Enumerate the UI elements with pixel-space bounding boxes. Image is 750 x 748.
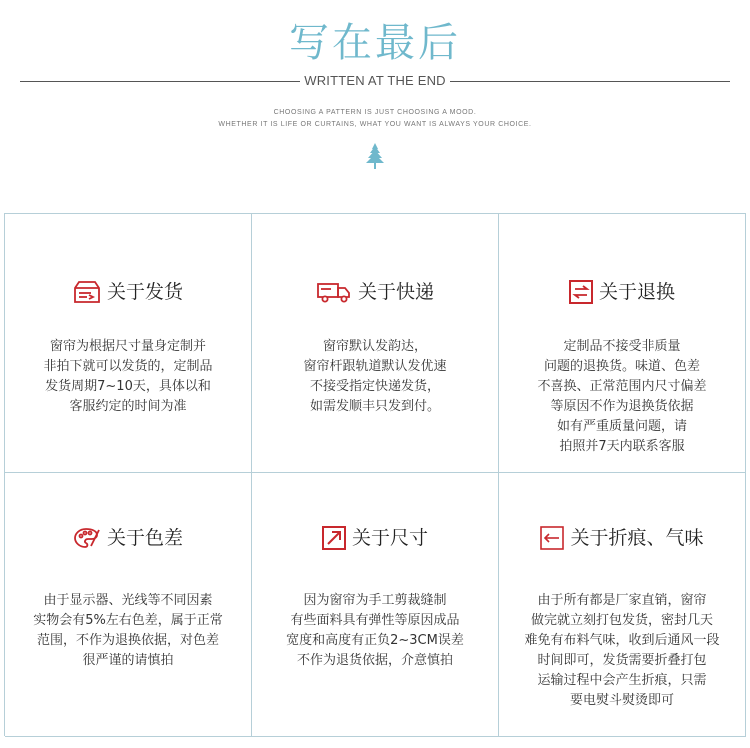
card-text-line: 时间即可，发货需要折叠打包: [537, 653, 707, 668]
info-card-creases: [499, 473, 746, 737]
title-rule-left: [20, 81, 300, 82]
page-title: 写在最后: [289, 20, 461, 66]
card-text-line: 拍照并7天内联系客服: [559, 439, 685, 454]
info-card-express: [252, 214, 499, 473]
truck-icon: [316, 280, 352, 304]
card-text-line: 要电熨斗熨烫即可: [569, 693, 674, 708]
card-text-line: 做完就立刻打包发货，密封几天: [530, 613, 713, 628]
card-text-line: 由于显示器、光线等不同因素: [43, 593, 213, 608]
tagline-2: WHETHER IT IS LIFE OR CURTAINS, WHAT YOU WANT IS ALWAYS YOUR CHOICE.: [218, 121, 532, 128]
card-title: 关于尺寸: [351, 527, 428, 549]
info-card-color: [5, 473, 252, 737]
card-text-line: 如需发顺丰只发到付。: [309, 399, 440, 414]
card-text: [499, 337, 745, 457]
info-card-shipping: [5, 214, 252, 473]
card-text-line: 范围，不作为退换依据，对色差: [36, 633, 219, 648]
card-text: [252, 591, 498, 671]
card-text-line: 窗帘默认发韵达，: [322, 339, 427, 354]
card-text: [252, 337, 498, 417]
card-text-line: 由于所有都是厂家直销，窗帘: [537, 593, 707, 608]
card-text-line: 实物会有5%左右色差，属于正常: [33, 613, 223, 628]
info-card-size: [252, 473, 499, 737]
card-text-line: 不作为退货依据，介意慎拍: [296, 653, 453, 668]
card-text-line: 客服约定的时间为准: [69, 399, 187, 414]
card-text-line: 非拍下就可以发货的，定制品: [43, 359, 213, 374]
card-text-line: 宽度和高度有正负2~3CM误差: [286, 633, 464, 648]
info-card-returns: [499, 214, 746, 473]
card-title: 关于折痕、气味: [570, 527, 704, 549]
card-text-line: 因为窗帘为手工剪裁缝制: [303, 593, 447, 608]
resize-arrow-icon: [322, 526, 346, 550]
card-text: [5, 591, 251, 671]
card-text-line: 不接受指定快递发货，: [309, 379, 440, 394]
card-text-line: 问题的退换货。味道、色差: [543, 359, 700, 374]
card-text-line: 窗帘杆跟轨道默认发优速: [303, 359, 447, 374]
card-title: 关于色差: [106, 527, 183, 549]
page-subtitle: WRITTEN AT THE END: [304, 73, 446, 88]
pine-tree-icon: [364, 143, 386, 175]
title-rule-right: [450, 81, 730, 82]
card-text: [499, 591, 745, 711]
card-text-line: 定制品不接受非质量: [563, 339, 681, 354]
card-text-line: 运输过程中会产生折痕，只需: [537, 673, 707, 688]
card-text-line: 难免有布料气味，收到后通风一段: [524, 633, 720, 648]
card-text-line: 不喜换、正常范围内尺寸偏差: [537, 379, 707, 394]
card-text-line: 等原因不作为退换货依据: [550, 399, 694, 414]
return-arrow-icon: [540, 526, 564, 550]
card-title: 关于退换: [598, 281, 675, 303]
card-text-line: 发货周期7~10天，具体以和: [45, 379, 211, 394]
card-text-line: 窗帘为根据尺寸量身定制并: [49, 339, 206, 354]
card-title: 关于发货: [106, 281, 183, 303]
card-text-line: 有些面料具有弹性等原因成品: [290, 613, 460, 628]
info-grid: [4, 213, 746, 736]
tagline-1: CHOOSING A PATTERN IS JUST CHOOSING A MOOD.: [273, 109, 477, 116]
card-text: [5, 337, 251, 417]
card-text-line: 很严谨的请慎拍: [82, 653, 174, 668]
card-text-line: 如有严重质量问题，请: [556, 419, 687, 434]
palette-icon: [73, 526, 101, 550]
delivery-box-icon: [73, 280, 101, 304]
card-title: 关于快递: [357, 281, 434, 303]
exchange-icon: [569, 280, 593, 304]
